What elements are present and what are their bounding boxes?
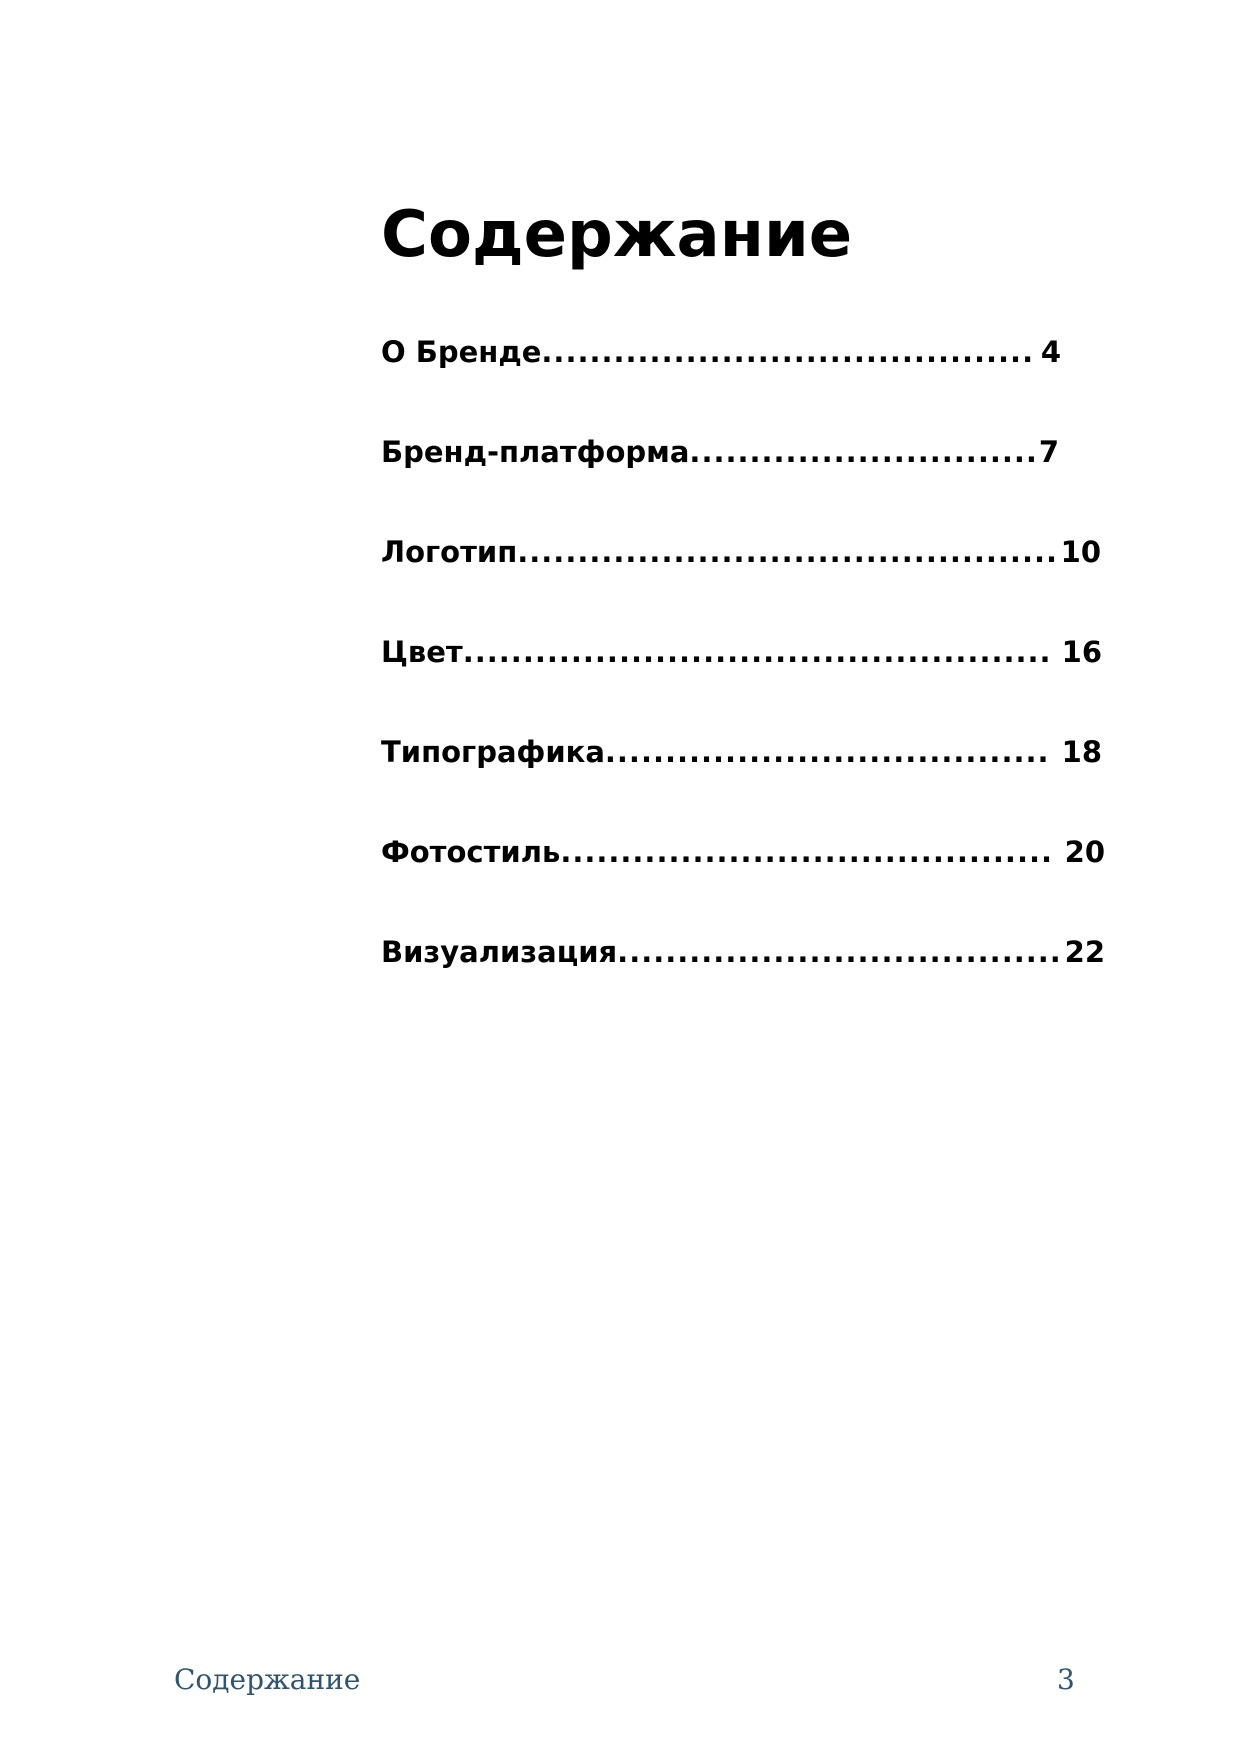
toc-entry-page: 10 (1060, 535, 1101, 569)
toc-entry-about-brand[interactable] (381, 335, 1105, 435)
toc-list (381, 335, 1105, 1035)
toc-entry-visualization[interactable] (381, 935, 1105, 1035)
toc-leader-dots: ..................................... (604, 735, 1050, 769)
toc-entry-logo[interactable] (381, 535, 1105, 635)
toc-entry-page: 18 (1061, 735, 1102, 769)
toc-leader-dots: ..................................... (617, 935, 1062, 969)
toc-entry-color[interactable] (381, 635, 1105, 735)
footer-section-title: Содержание (174, 1663, 361, 1696)
toc-entry-brand-platform[interactable] (381, 435, 1105, 535)
toc-title: Содержание (381, 198, 853, 272)
footer-page-number: 3 (1057, 1663, 1075, 1696)
toc-leader-dots: ............................................. (517, 535, 1058, 569)
toc-entry-page: 20 (1064, 835, 1105, 869)
toc-entry-page: 22 (1064, 935, 1105, 969)
toc-entry-photostyle[interactable] (381, 835, 1105, 935)
toc-entry-page: 7 (1038, 435, 1059, 469)
toc-entry-page: 16 (1061, 635, 1102, 669)
toc-entry-label: О Бренде (381, 335, 542, 369)
toc-leader-dots: ............................. (689, 435, 1038, 469)
toc-entry-label: Логотип (381, 535, 518, 569)
toc-leader-dots: ................................................. (462, 635, 1052, 669)
toc-entry-typography[interactable] (381, 735, 1105, 835)
toc-leader-dots: ......................................... (560, 835, 1053, 869)
toc-entry-label: Бренд-платформа (381, 435, 690, 469)
toc-entry-label: Типографика (381, 735, 605, 769)
toc-entry-label: Фотостиль (381, 835, 561, 869)
toc-entry-label: Визуализация (381, 935, 618, 969)
toc-entry-page: 4 (1040, 335, 1061, 369)
toc-entry-label: Цвет (381, 635, 463, 669)
toc-leader-dots: ......................................... (541, 335, 1035, 369)
